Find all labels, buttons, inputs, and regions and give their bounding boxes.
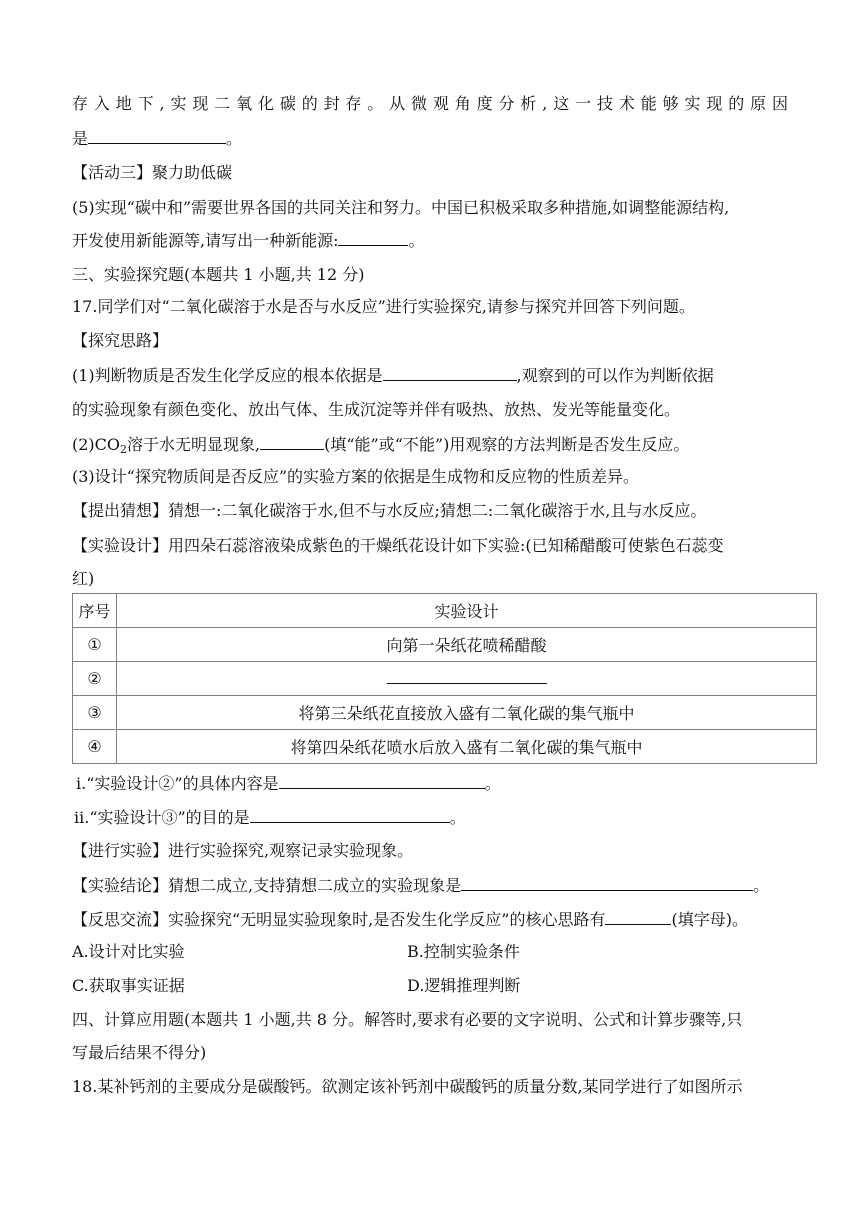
hypothesis-line: 【提出猜想】猜想一:二氧化碳溶于水,但不与水反应;猜想二:二氧化碳溶于水,且与水反应。 <box>72 501 707 520</box>
row-number: ② <box>73 662 117 696</box>
answer-blank[interactable] <box>88 127 226 144</box>
section-title: 写最后结果不得分) <box>72 1043 207 1062</box>
experiment-table <box>72 593 817 764</box>
table-row <box>73 696 817 730</box>
table-row <box>73 730 817 764</box>
row-number: ③ <box>73 696 117 730</box>
paragraph-line: 存入地下,实现二氧化碳的封存。从微观角度分析,这一技术能够实现的原因 <box>72 94 788 113</box>
text: (2)CO <box>72 435 121 454</box>
step-2-line <box>72 433 689 456</box>
section-title: 四、计算应用题(本题共 1 小题,共 8 分。解答时,要求有必要的文字说明、公式和计算步骤等,只 <box>72 1010 743 1029</box>
answer-blank[interactable] <box>605 908 671 925</box>
text: 。 <box>408 231 425 250</box>
row-blank-cell <box>117 662 817 696</box>
activity-title: 【活动三】聚力助低碳 <box>72 163 233 182</box>
explore-title: 【探究思路】 <box>72 331 169 350</box>
answer-blank[interactable] <box>383 364 517 381</box>
answer-blank[interactable] <box>461 874 753 891</box>
option-c[interactable]: C.获取事实证据 <box>72 976 185 995</box>
question-18-line: 18.某补钙剂的主要成分是碳酸钙。欲测定该补钙剂中碳酸钙的质量分数,某同学进行了如图所示 <box>72 1077 743 1096</box>
row-number: ① <box>73 628 117 662</box>
step-1-line <box>72 364 714 387</box>
option-d[interactable]: D.逻辑推理判断 <box>407 976 521 995</box>
conclusion-line <box>72 874 769 897</box>
step-3-line: (3)设计“探究物质间是否反应”的实验方案的依据是生成物和反应物的性质差异。 <box>72 467 640 486</box>
text: (填字母)。 <box>671 910 748 929</box>
header-cell: 序号 <box>73 594 117 628</box>
reflection-line <box>72 908 748 931</box>
option-b[interactable]: B.控制实验条件 <box>407 942 520 961</box>
text: 。 <box>226 129 243 148</box>
answer-blank[interactable] <box>250 806 450 823</box>
text: ⅰ.“实验设计②”的具体内容是 <box>76 774 279 793</box>
text: 【实验结论】猜想二成立,支持猜想二成立的实验现象是 <box>72 876 462 895</box>
answer-blank[interactable] <box>279 772 485 789</box>
section-title: 三、实验探究题(本题共 1 小题,共 12 分) <box>72 265 365 284</box>
text: 是 <box>72 129 89 148</box>
sub-question-ii <box>74 806 466 829</box>
row-text: 向第一朵纸花喷稀醋酸 <box>117 628 817 662</box>
text: (1)判断物质是否发生化学反应的根本依据是 <box>72 366 383 385</box>
header-cell: 实验设计 <box>117 594 817 628</box>
question-5-line: (5)实现“碳中和”需要世界各国的共同关注和努力。中国已积极采取多种措施,如调整能源结构, <box>72 198 730 217</box>
table-row <box>73 662 817 696</box>
text: 。 <box>484 774 501 793</box>
text: ,观察到的可以作为判断依据 <box>516 366 714 385</box>
row-number: ④ <box>73 730 117 764</box>
sub-question-i <box>76 772 501 795</box>
row-text: 将第四朵纸花喷水后放入盛有二氧化碳的集气瓶中 <box>117 730 817 764</box>
text: (填“能”或“不能”)用观察的方法判断是否发生反应。 <box>324 435 690 454</box>
design-line: 红) <box>72 569 95 588</box>
step-1-line: 的实验现象有颜色变化、放出气体、生成沉淀等并伴有吸热、放热、发光等能量变化。 <box>72 400 681 419</box>
answer-blank[interactable] <box>338 229 408 246</box>
answer-blank[interactable] <box>387 673 547 684</box>
row-text: 将第三朵纸花直接放入盛有二氧化碳的集气瓶中 <box>117 696 817 730</box>
text: 。 <box>753 876 770 895</box>
paragraph-line <box>72 127 242 150</box>
table-row <box>73 628 817 662</box>
design-line: 【实验设计】用四朵石蕊溶液染成紫色的干燥纸花设计如下实验:(已知稀醋酸可使紫色石蕊变 <box>72 536 724 555</box>
text: 【反思交流】实验探究“无明显实验现象时,是否发生化学反应”的核心思路有 <box>72 910 606 929</box>
text: ⅱ.“实验设计③”的目的是 <box>74 808 250 827</box>
text: 溶于水无明显现象, <box>127 435 261 454</box>
subscript: 2 <box>120 443 128 456</box>
question-5-line <box>72 229 425 252</box>
conduct-line: 【进行实验】进行实验探究,观察记录实验现象。 <box>72 841 414 860</box>
text: 开发使用新能源等,请写出一种新能源: <box>72 231 339 250</box>
option-a[interactable]: A.设计对比实验 <box>72 942 185 961</box>
question-17-intro: 17.同学们对“二氧化碳溶于水是否与水反应”进行实验探究,请参与探究并回答下列问题。 <box>72 297 695 316</box>
answer-blank[interactable] <box>260 433 324 450</box>
text: 。 <box>449 808 466 827</box>
table-header-row <box>73 594 817 628</box>
